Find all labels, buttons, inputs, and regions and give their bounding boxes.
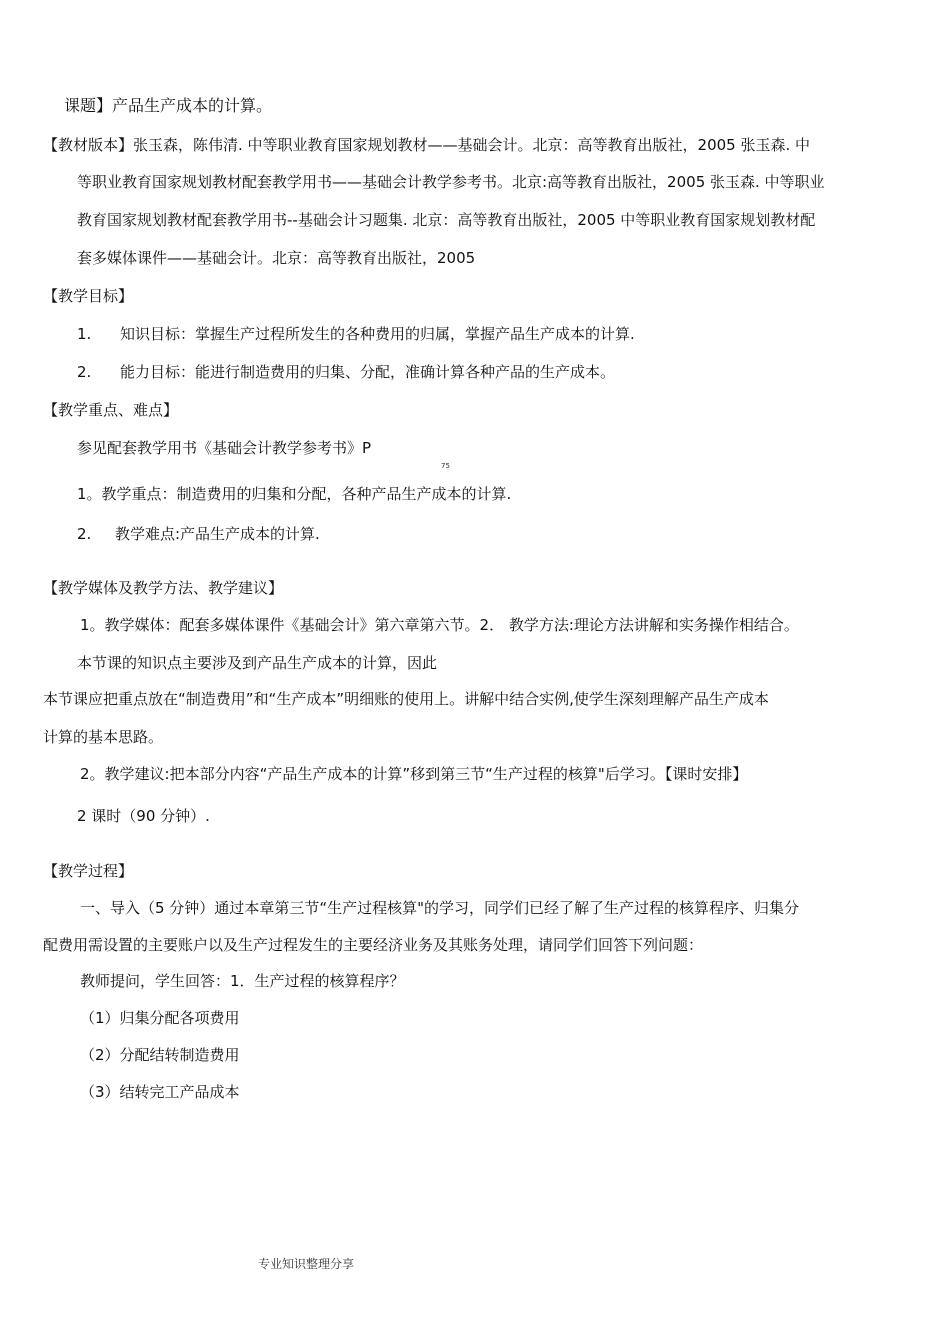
process-line-2: 配费用需设置的主要账户以及生产过程发生的主要经济业务及其账务处理，请同学们回答下列问题： — [43, 936, 704, 954]
process-heading: 【教学过程】 — [43, 862, 134, 880]
keypoints-reference-page: 75 — [441, 462, 450, 470]
page-title: 课题】产品生产成本的计算。 — [64, 96, 273, 115]
objective-2-text: 能力目标：能进行制造费用的归集、分配，准确计算各种产品的生产成本。 — [120, 363, 616, 381]
keypoint-2-text: 教学难点:产品生产成本的计算. — [115, 525, 320, 543]
process-line-1: 一、导入（5 分钟）通过本章第三节“生产过程核算"的学习，同学们已经了解了生产过程的核算程序、归集分 — [80, 899, 799, 917]
media-line-5: 2。教学建议:把本部分内容“产品生产成本的计算”移到第三节“生产过程的核算"后学习。【课时安排】 — [80, 765, 748, 783]
keypoints-heading: 【教学重点、难点】 — [43, 401, 179, 419]
media-line-2: 本节课的知识点主要涉及到产品生产成本的计算，因此 — [77, 654, 438, 672]
objectives-heading: 【教学目标】 — [43, 287, 134, 305]
process-step-1: （1）归集分配各项费用 — [80, 1009, 240, 1027]
class-hours: 2 课时（90 分钟）. — [77, 807, 210, 825]
keypoints-reference: 参见配套教学用书《基础会计教学参考书》P — [77, 439, 372, 457]
textbook-line-3: 教育国家规划教材配套教学用书--基础会计习题集. 北京：高等教育出版社，2005 中等职业教育国家规划教材配 — [77, 211, 816, 229]
process-step-3: （3）结转完工产品成本 — [80, 1083, 240, 1101]
keypoint-2-number: 2. — [77, 525, 92, 543]
textbook-line-4: 套多媒体课件——基础会计。北京：高等教育出版社，2005 — [77, 249, 476, 267]
textbook-line-1: 【教材版本】张玉森，陈伟清. 中等职业教育国家规划教材——基础会计。北京：高等教育出版社，2005 张玉森. 中 — [43, 136, 811, 154]
process-line-3: 教师提问，学生回答：1．生产过程的核算程序？ — [80, 972, 405, 990]
keypoint-1: 1。教学重点：制造费用的归集和分配，各种产品生产成本的计算. — [77, 485, 512, 503]
objective-1-text: 知识目标：掌握生产过程所发生的各种费用的归属，掌握产品生产成本的计算. — [120, 325, 635, 343]
media-line-1: 1。教学媒体：配套多媒体课件《基础会计》第六章第六节。2． 教学方法:理论方法讲解和实务操作相结合。 — [80, 616, 799, 634]
media-heading: 【教学媒体及教学方法、教学建议】 — [43, 579, 284, 597]
objective-2-number: 2. — [77, 363, 92, 381]
objective-1-number: 1. — [77, 325, 92, 343]
media-line-4: 计算的基本思路。 — [43, 728, 164, 746]
footer-note: 专业知识整理分享 — [258, 1257, 355, 1271]
textbook-line-2: 等职业教育国家规划教材配套教学用书——基础会计教学参考书。北京:高等教育出版社，2005 张玉森. 中等职业 — [77, 173, 825, 191]
process-step-2: （2）分配结转制造费用 — [80, 1046, 240, 1064]
media-line-3: 本节课应把重点放在“制造费用”和“生产成本”明细账的使用上。讲解中结合实例,使学生深刻理解产品生产成本 — [43, 690, 769, 708]
